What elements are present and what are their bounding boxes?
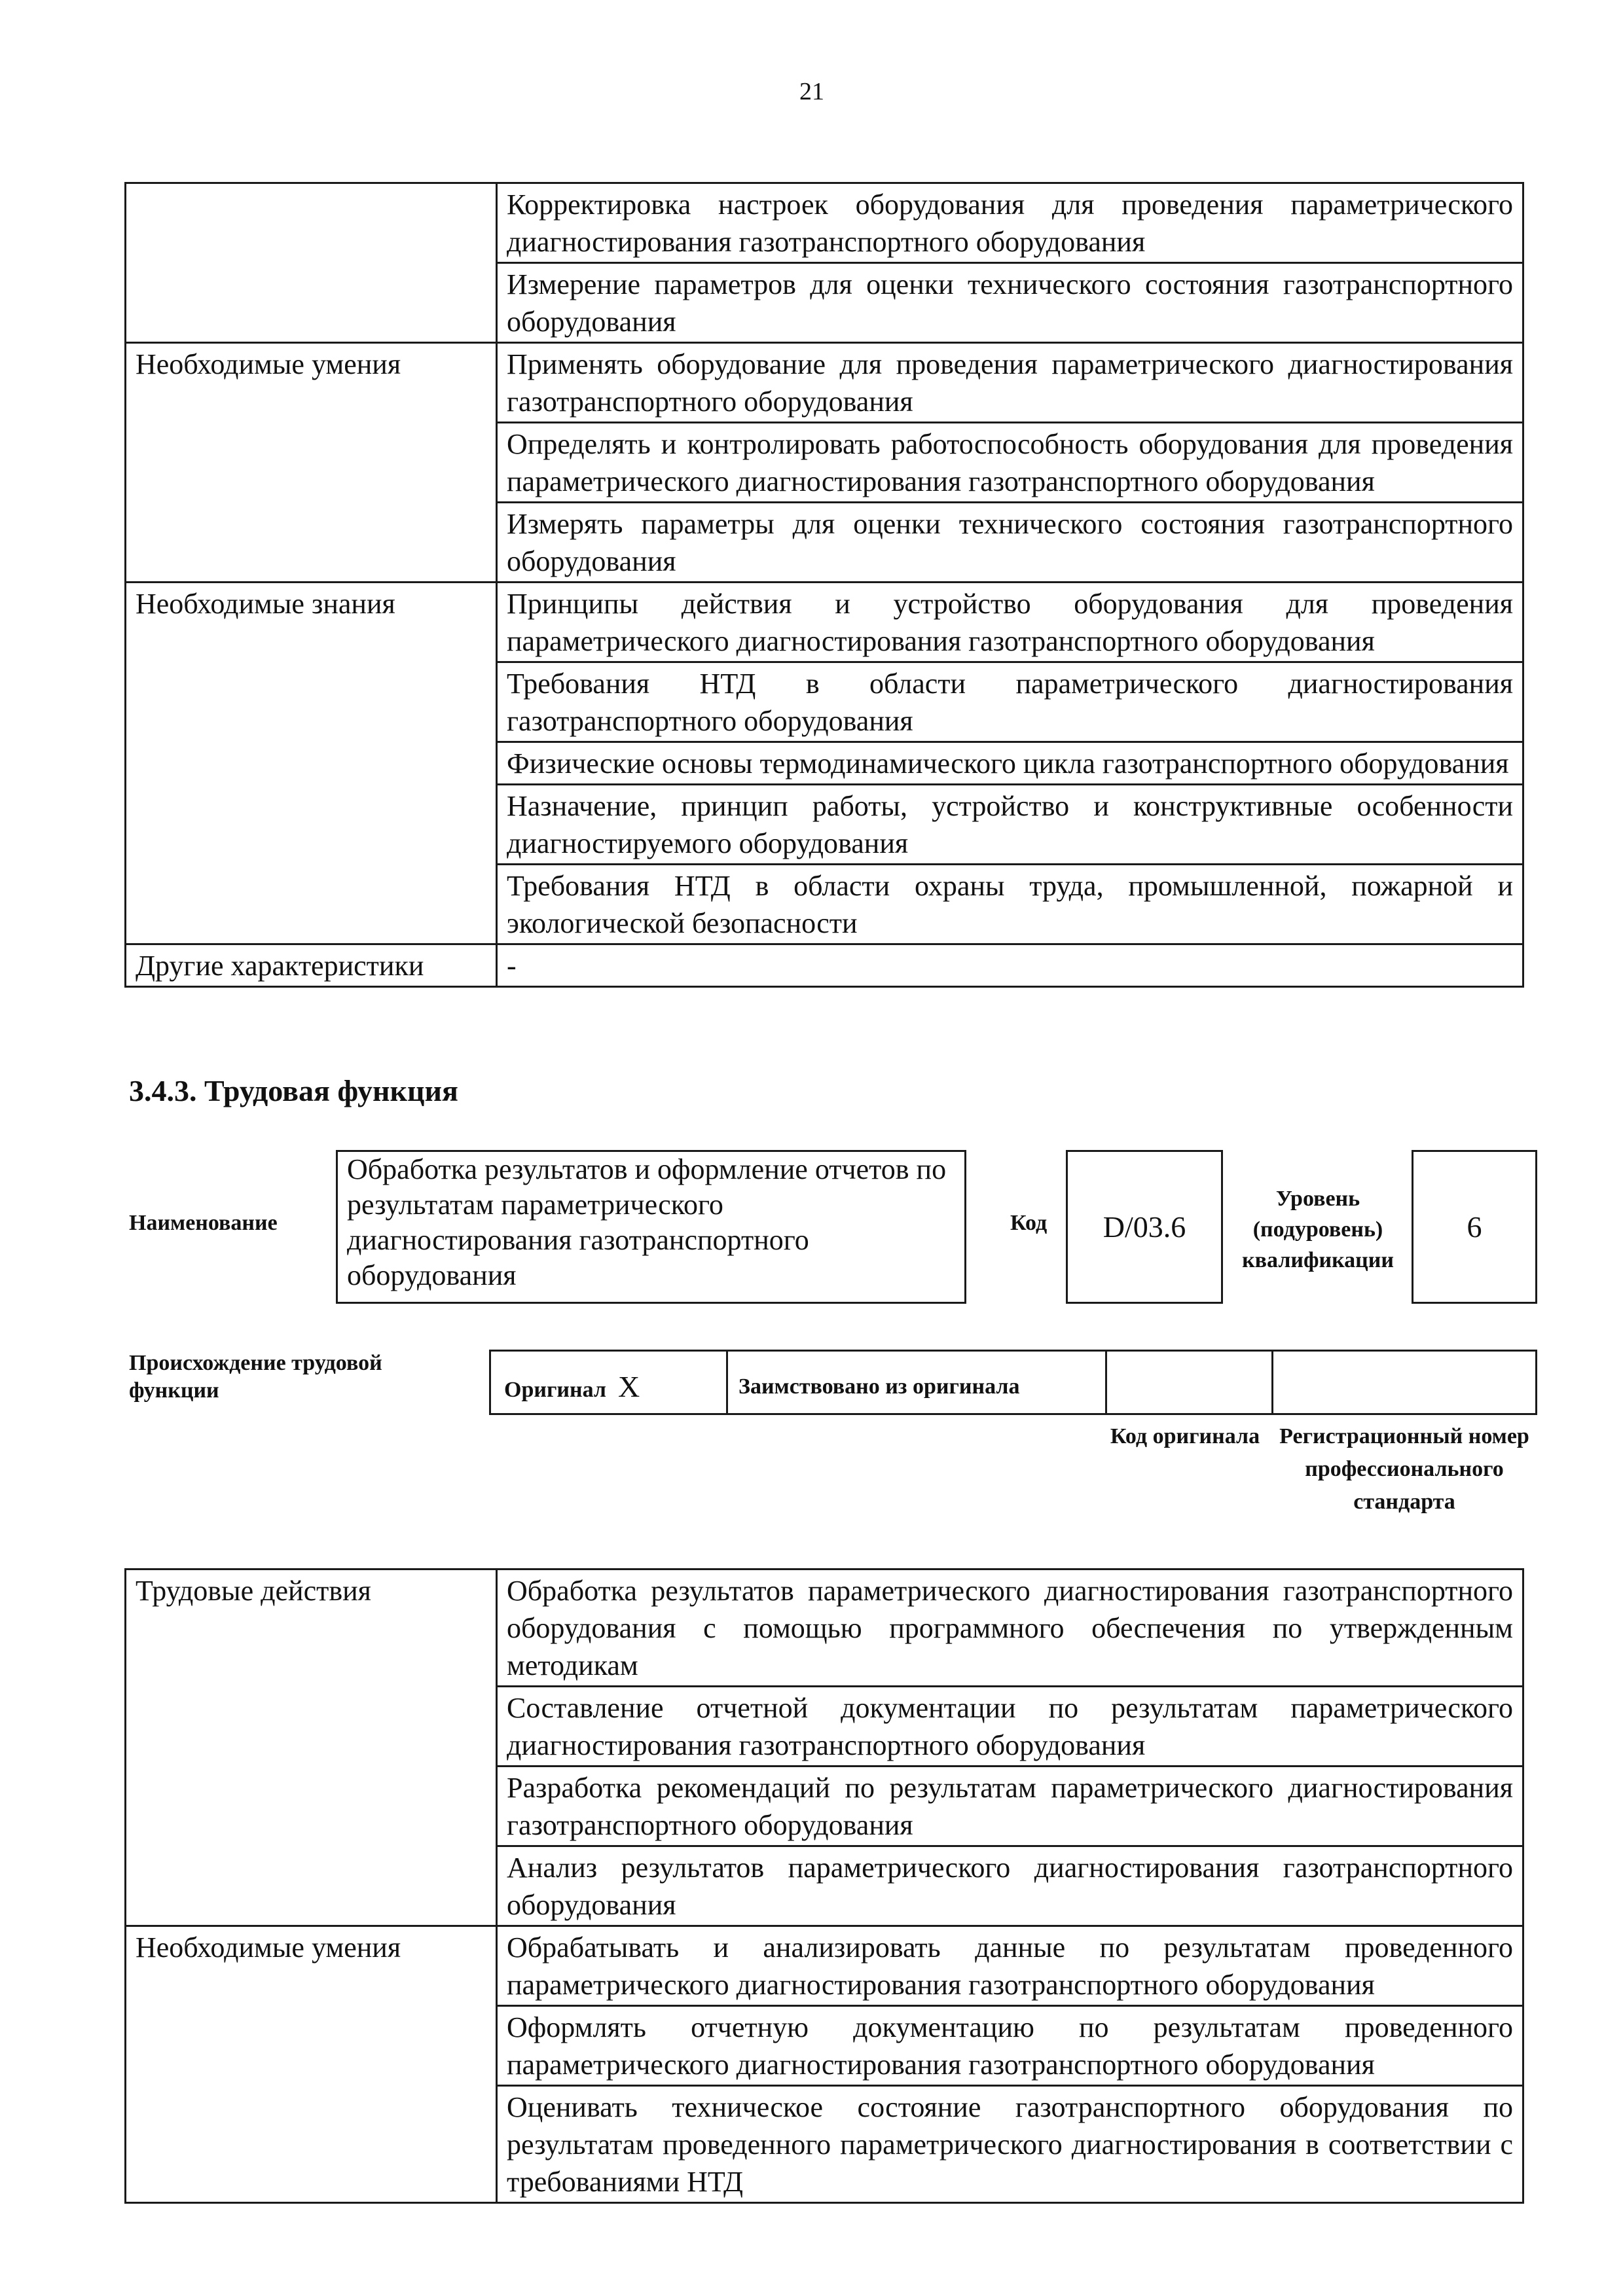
row-item: Назначение, принцип работы, устройство и конструктивные особенности диагностируемого оборудования xyxy=(497,785,1523,865)
table1-body xyxy=(126,183,1523,987)
level-label: Уровень (подуровень) квалификации xyxy=(1242,1187,1394,1272)
original-cell xyxy=(504,1369,640,1404)
table2-body xyxy=(126,1570,1523,2203)
row-item: Принципы действия и устройство оборудования для проведения параметрического диагностирования газотранспортного оборудования xyxy=(497,583,1523,662)
function-name-value: Обработка результатов и оформление отчетов по результатам параметрического диагностирования газотранспортного оборудования xyxy=(347,1153,947,1291)
table-row xyxy=(126,583,1523,662)
page-number: 21 xyxy=(799,78,824,105)
code-value: D/03.6 xyxy=(1103,1210,1186,1244)
row-item: Разработка рекомендаций по результатам параметрического диагностирования газотранспортного оборудования xyxy=(497,1767,1523,1846)
row-item: Физические основы термодинамического цикла газотранспортного оборудования xyxy=(497,742,1523,785)
code-box xyxy=(1066,1150,1223,1304)
borrowed-label: Заимствовано из оригинала xyxy=(739,1374,1020,1399)
origin-divider-1 xyxy=(726,1352,728,1413)
original-mark: X xyxy=(617,1370,640,1403)
origin-table xyxy=(489,1350,1537,1415)
level-value: 6 xyxy=(1467,1210,1482,1244)
table-row xyxy=(126,1926,1523,2006)
row-item: Обработка результатов параметрического диагностирования газотранспортного оборудования с помощью программного обеспечения по утвержденным методикам xyxy=(497,1570,1523,1687)
row-label: Другие характеристики xyxy=(126,944,497,987)
row-item: Требования НТД в области параметрического диагностирования газотранспортного оборудования xyxy=(497,662,1523,742)
origin-divider-3 xyxy=(1271,1352,1273,1413)
row-item: Оформлять отчетную документацию по результатам проведенного параметрического диагностирования газотранспортного оборудования xyxy=(497,2006,1523,2086)
origin-divider-2 xyxy=(1105,1352,1107,1413)
section-title: 3.4.3. Трудовая функция xyxy=(129,1074,458,1107)
function-name-box xyxy=(336,1150,966,1304)
competency-table-continued xyxy=(124,182,1524,988)
row-item: Оценивать техническое состояние газотранспортного оборудования по результатам проведенного параметрического диагностирования в соответствии с требованиями НТД xyxy=(497,2086,1523,2203)
original-label: Оригинал xyxy=(504,1378,606,1402)
row-item: - xyxy=(497,944,1523,987)
row-item: Определять и контролировать работоспособность оборудования для проведения параметрического диагностирования газотранспортного оборудования xyxy=(497,423,1523,503)
row-label: Необходимые умения xyxy=(126,1926,497,2203)
row-item: Требования НТД в области охраны труда, промышленной, пожарной и экологической безопасности xyxy=(497,865,1523,944)
row-item: Измерять параметры для оценки технического состояния газотранспортного оборудования xyxy=(497,503,1523,583)
row-item: Обрабатывать и анализировать данные по результатам проведенного параметрического диагностирования газотранспортного оборудования xyxy=(497,1926,1523,2006)
row-label: Необходимые умения xyxy=(126,343,497,583)
row-item: Корректировка настроек оборудования для проведения параметрического диагностирования газотранспортного оборудования xyxy=(497,183,1523,263)
labor-function-table xyxy=(124,1568,1524,2204)
row-item: Применять оборудование для проведения параметрического диагностирования газотранспортного оборудования xyxy=(497,343,1523,423)
row-label: Необходимые знания xyxy=(126,583,497,944)
table-row xyxy=(126,944,1523,987)
row-item: Анализ результатов параметрического диагностирования газотранспортного оборудования xyxy=(497,1846,1523,1926)
row-label xyxy=(126,183,497,343)
level-box xyxy=(1412,1150,1537,1304)
code-original-caption: Код оригинала xyxy=(1110,1424,1260,1448)
row-label: Трудовые действия xyxy=(126,1570,497,1926)
row-item: Составление отчетной документации по результатам параметрического диагностирования газотранспортного оборудования xyxy=(497,1687,1523,1767)
reg-number-caption: Регистрационный номер профессионального стандарта xyxy=(1279,1424,1529,1514)
table-row xyxy=(126,343,1523,423)
name-label: Наименование xyxy=(129,1211,278,1235)
table-row xyxy=(126,183,1523,263)
table-row xyxy=(126,1570,1523,1687)
code-label: Код xyxy=(1010,1211,1048,1235)
row-item: Измерение параметров для оценки технического состояния газотранспортного оборудования xyxy=(497,263,1523,343)
origin-label: Происхождение трудовой функции xyxy=(129,1351,382,1403)
